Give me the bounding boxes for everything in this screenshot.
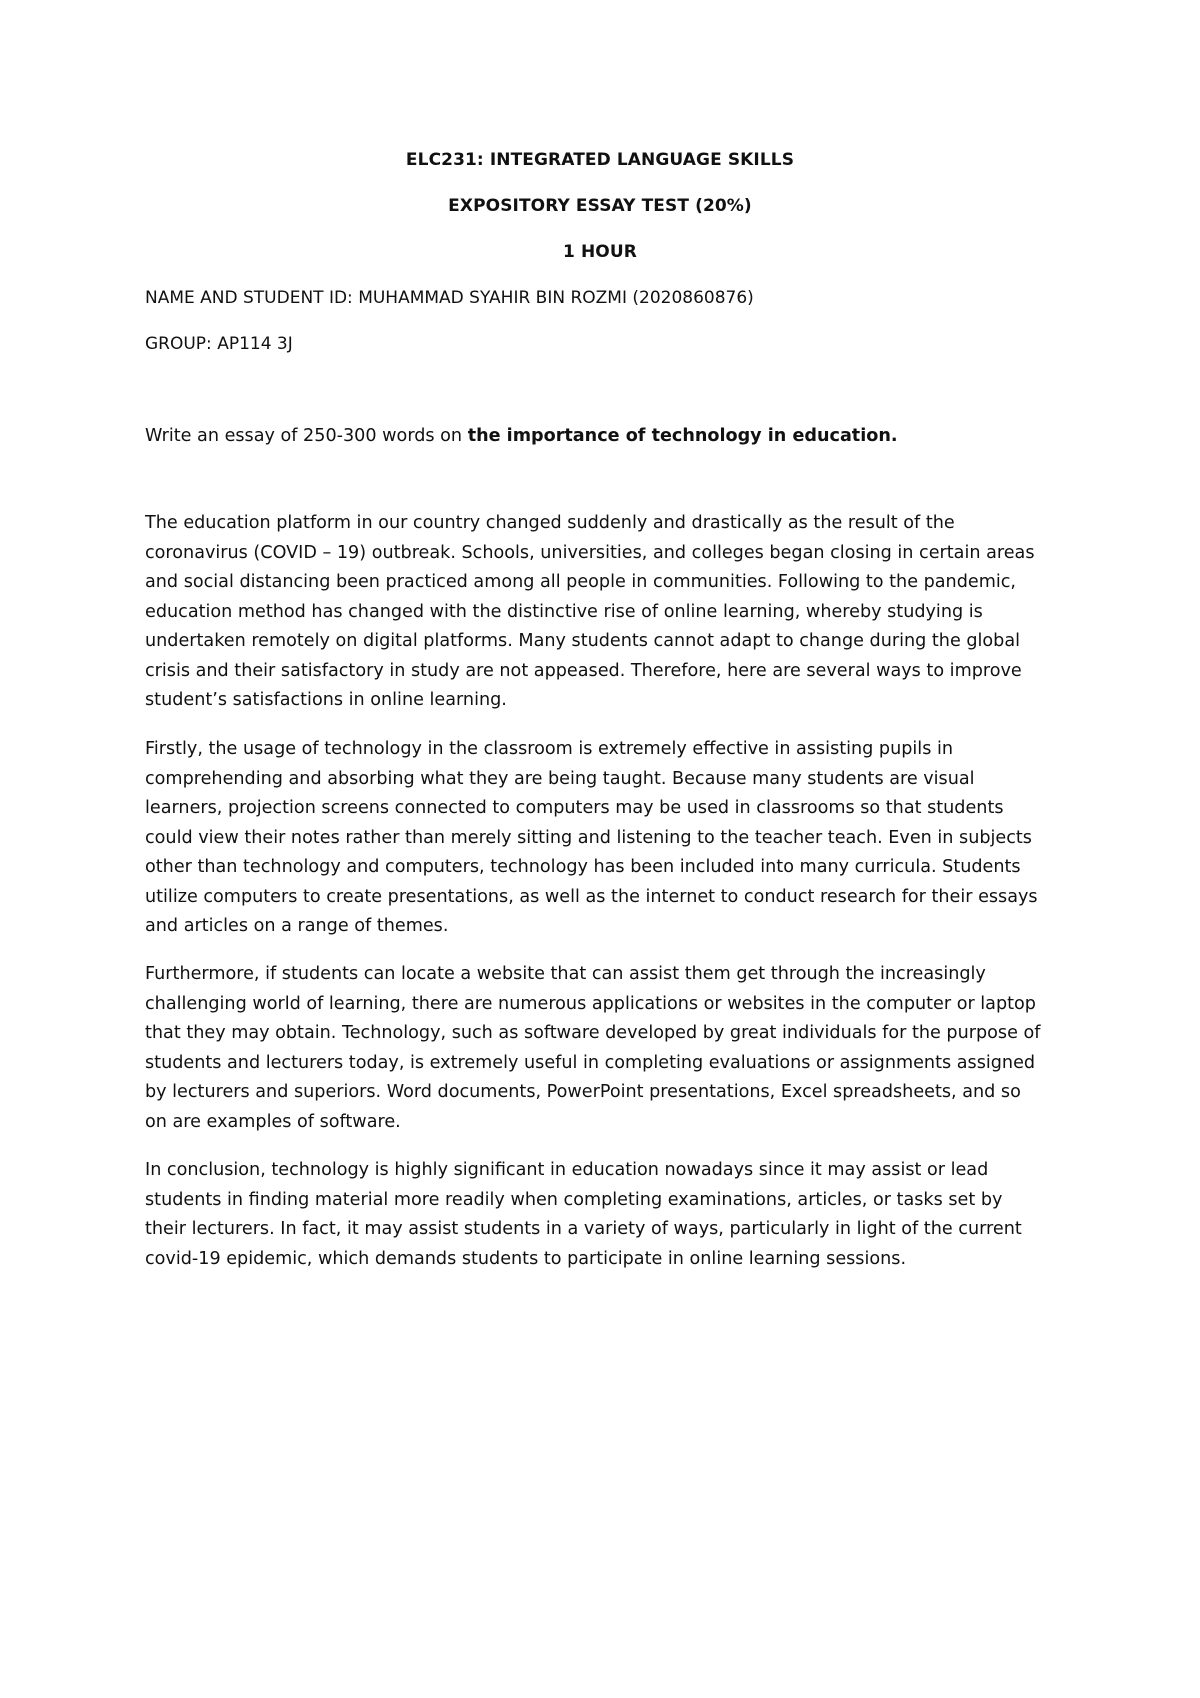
- course-title: ELC231: INTEGRATED LANGUAGE SKILLS: [405, 150, 795, 170]
- paragraph-body-1: [145, 735, 1090, 942]
- student-group: GROUP: AP114 3J: [145, 334, 293, 354]
- text-line: and articles on a range of themes.: [145, 916, 449, 936]
- text-line: utilize computers to create presentations, as well as the internet to conduct research for their essays: [145, 886, 1038, 907]
- text-line: student’s satisfactions in online learning.: [145, 690, 507, 710]
- test-duration: 1 HOUR: [563, 242, 637, 262]
- essay-prompt: [145, 426, 898, 446]
- text-line: could view their notes rather than merely sitting and listening to the teacher teach. Even in subjects: [145, 827, 1032, 848]
- text-line: challenging world of learning, there are numerous applications or websites in the computer or laptop: [145, 993, 1036, 1014]
- text-line: students in finding material more readily when completing examinations, articles, or tasks set by: [145, 1189, 1003, 1210]
- text-line: Firstly, the usage of technology in the classroom is extremely effective in assisting pupils in: [145, 739, 953, 759]
- text-line: by lecturers and superiors. Word documents, PowerPoint presentations, Excel spreadsheets, and so: [145, 1082, 1021, 1102]
- text-line: comprehending and absorbing what they are being taught. Because many students are visual: [145, 768, 975, 789]
- text-line: learners, projection screens connected to computers may be used in classrooms so that students: [145, 798, 1004, 818]
- prompt-topic: the importance of technology in education.: [467, 426, 898, 446]
- text-line: Furthermore, if students can locate a website that can assist them get through the increasingly: [145, 964, 986, 984]
- text-line: education method has changed with the distinctive rise of online learning, whereby studying is: [145, 601, 983, 622]
- text-line: In conclusion, technology is highly significant in education nowadays since it may assist or lead: [145, 1160, 989, 1180]
- test-title: EXPOSITORY ESSAY TEST (20%): [448, 196, 752, 216]
- text-line: other than technology and computers, technology has been included into many curricula. Students: [145, 857, 1021, 877]
- text-line: The education platform in our country changed suddenly and drastically as the result of the: [145, 513, 955, 533]
- text-line: their lecturers. In fact, it may assist students in a variety of ways, particularly in light of the current: [145, 1219, 1022, 1239]
- paragraph-conclusion: [145, 1156, 1090, 1274]
- text-line: coronavirus (COVID – 19) outbreak. Schools, universities, and colleges began closing in certain areas: [145, 542, 1035, 563]
- text-line: undertaken remotely on digital platforms. Many students cannot adapt to change during the global: [145, 631, 1021, 651]
- text-line: and social distancing been practiced among all people in communities. Following to the pandemic,: [145, 572, 1016, 592]
- text-line: crisis and their satisfactory in study are not appeased. Therefore, here are several ways to improve: [145, 660, 1022, 681]
- text-line: that they may obtain. Technology, such as software developed by great individuals for the purpose of: [145, 1023, 1041, 1043]
- prompt-lead: Write an essay of 250-300 words on: [145, 426, 468, 446]
- text-line: on are examples of software.: [145, 1111, 401, 1132]
- student-name-id: NAME AND STUDENT ID: MUHAMMAD SYAHIR BIN ROZMI (2020860876): [145, 288, 754, 308]
- paragraph-body-2: [145, 960, 1090, 1137]
- text-line: students and lecturers today, is extremely useful in completing evaluations or assignments assigned: [145, 1052, 1036, 1073]
- paragraph-intro: [145, 509, 1090, 716]
- text-line: covid-19 epidemic, which demands students to participate in online learning sessions.: [145, 1248, 907, 1269]
